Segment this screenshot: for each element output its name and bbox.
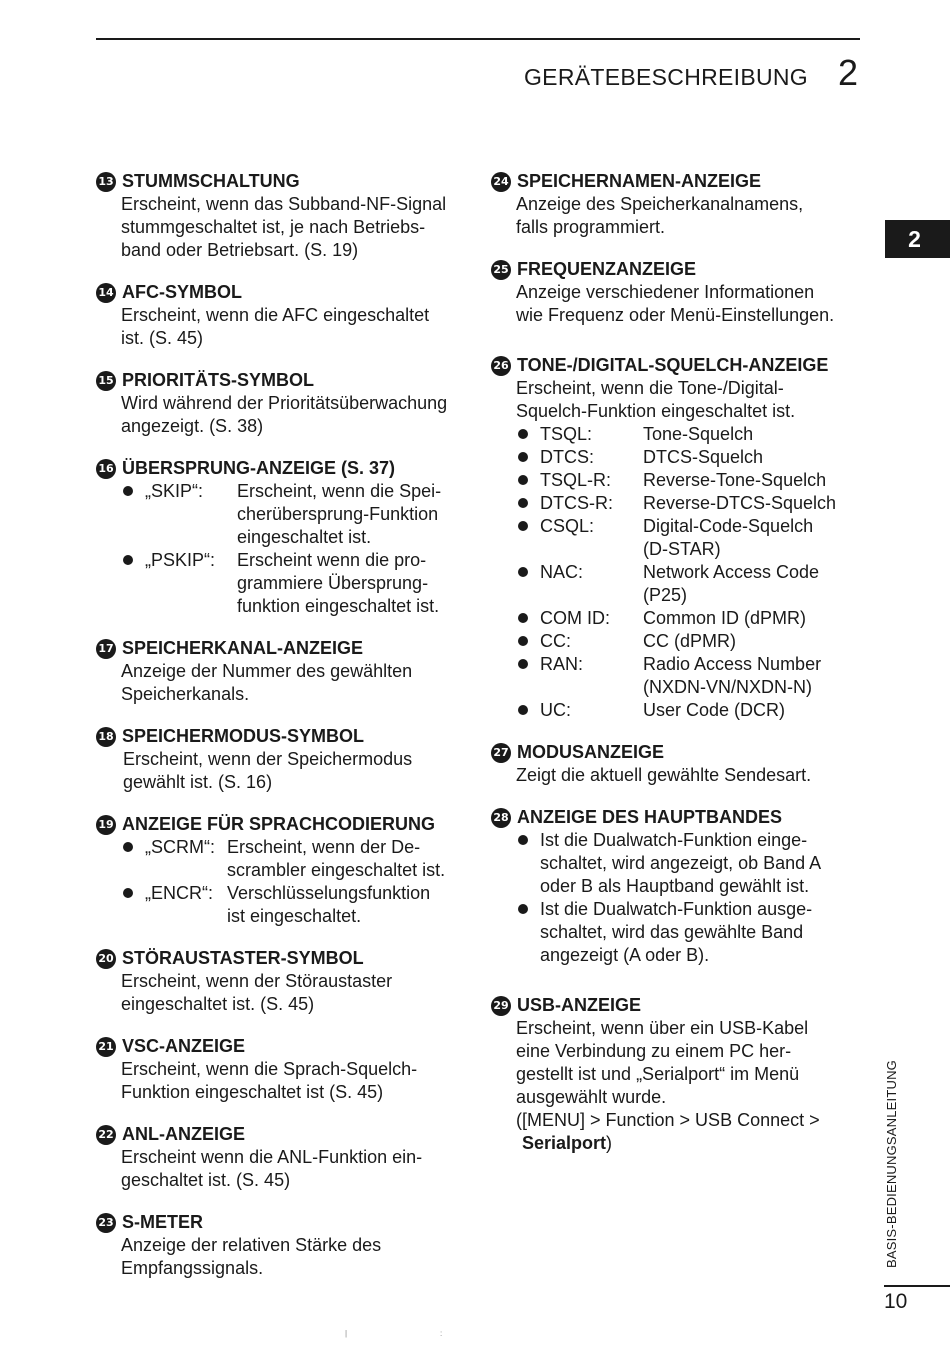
number-badge: 14 [96,283,116,303]
mode-value: Common ID (dPMR) [643,608,807,628]
bullet-key: „SKIP“: [145,481,204,501]
item-heading [96,725,471,748]
bullet-dot [518,498,528,508]
item-17 [96,637,471,706]
item-22 [96,1123,471,1192]
bullet-text: Erscheint, wenn der De- scrambler eingeschaltet ist. [227,837,446,880]
bullet-text: Erscheint, wenn die Spei- cherübersprung-Funktion eingeschaltet ist. [237,481,442,547]
left-column [96,170,471,1299]
mode-key: COM ID: [540,608,610,628]
bullet-dot [518,452,528,462]
mode-value: Radio Access Number (NXDN-VN/NXDN-N) [643,654,822,697]
bullet-dot [518,636,528,646]
bullet-item [96,480,471,549]
bullet-dot [518,521,528,531]
item-description: Wird während der Prioritätsüberwachung angezeigt. (S. 38) [121,393,448,436]
item-description: Erscheint, wenn über ein USB-Kabel eine Verbindung zu einem PC her- gestellt ist und „Serialport“ im Menü ausgewählt wurde. [516,1018,809,1107]
chapter-tab-label: 2 [908,225,921,252]
number-badge: 20 [96,949,116,969]
item-description: Erscheint, wenn das Subband-NF-Signal stummgeschaltet ist, je nach Betriebs- band oder Betriebsart. (S. 19) [121,194,447,260]
list-item [516,699,876,722]
mode-key: CC: [540,631,571,651]
number-badge: 18 [96,727,116,747]
mode-value: User Code (DCR) [643,700,786,720]
bullet-dot [123,486,133,496]
chapter-tab [885,220,950,258]
number-badge: 25 [491,260,511,280]
number-badge: 16 [96,459,116,479]
item-description: Erscheint, wenn der Störaustaster eingeschaltet ist. (S. 45) [121,971,393,1014]
item-title: ÜBERSPRUNG-ANZEIGE (S. 37) [122,458,396,478]
item-description: Erscheint, wenn die Sprach-Squelch- Funktion eingeschaltet ist (S. 45) [121,1059,418,1102]
bullet-dot [518,705,528,715]
number-badge: 17 [96,639,116,659]
item-title: ANL-ANZEIGE [122,1124,245,1144]
item-heading [96,1211,471,1234]
item-description: Anzeige des Speicherkanalnamens, falls programmiert. [516,194,804,237]
bullet-key: „ENCR“: [145,883,213,903]
item-description: Erscheint, wenn der Speichermodus gewählt ist. (S. 16) [123,749,413,792]
item-13 [96,170,471,262]
mode-key: TSQL: [540,424,593,444]
list-item [516,423,876,446]
number-badge: 13 [96,172,116,192]
bullet-item [96,549,471,618]
mode-key: NAC: [540,562,584,582]
item-20 [96,947,471,1016]
item-25 [491,258,876,327]
bullet-text: Verschlüsselungsfunktion ist eingeschaltet. [227,883,431,926]
bullet-dot [518,835,528,845]
menu-path-prefix: ([MENU] > Function > USB Connect > [516,1110,820,1130]
footer-mark: | [345,1329,348,1338]
mode-key: UC: [540,700,571,720]
right-column [491,170,876,1174]
menu-path-bold: Serialport [522,1133,607,1153]
item-heading [96,947,471,970]
item-14 [96,281,471,350]
footer-mark: : [440,1329,443,1338]
bullet-dot [518,613,528,623]
page-number: 10 [884,1290,908,1313]
item-description: Anzeige der relativen Stärke des Empfangssignals. [121,1235,382,1278]
item-heading [96,1035,471,1058]
item-title: SPEICHERMODUS-SYMBOL [122,726,365,746]
bullet-dot [518,475,528,485]
item-title: TONE-/DIGITAL-SQUELCH-ANZEIGE [517,355,829,375]
item-15 [96,369,471,438]
bullet-text: Ist die Dualwatch-Funktion einge- schaltet, wird angezeigt, ob Band A oder B als Hauptband gewählt ist. [540,830,822,896]
item-title: SPEICHERKANAL-ANZEIGE [122,638,364,658]
number-badge: 23 [96,1213,116,1233]
bullet-dot [123,842,133,852]
number-badge: 26 [491,356,511,376]
item-heading [96,813,471,836]
list-item [516,630,876,653]
mode-value: Tone-Squelch [643,424,754,444]
item-description: Erscheint wenn die ANL-Funktion ein- geschaltet ist. (S. 45) [121,1147,423,1190]
item-heading [96,170,471,193]
item-26 [491,354,876,722]
bullet-text: Erscheint wenn die pro- grammiere Übersprung- funktion eingeschaltet ist. [237,550,440,616]
squelch-mode-list [491,423,876,722]
item-heading [491,741,876,764]
mode-value: CC (dPMR) [643,631,736,651]
mode-value: Reverse-Tone-Squelch [643,470,827,490]
page-header-title: GERÄTEBESCHREIBUNG [523,64,808,90]
item-title: ANZEIGE DES HAUPTBANDES [517,807,783,827]
mode-key: RAN: [540,654,584,674]
item-title: STÖRAUSTASTER-SYMBOL [122,948,364,968]
list-item [516,492,876,515]
mode-key: TSQL-R: [540,470,612,490]
number-badge: 27 [491,743,511,763]
bullet-item [491,898,876,967]
item-description: Anzeige verschiedener Informationen wie Frequenz oder Menü-Einstellungen. [516,282,835,325]
item-24 [491,170,876,239]
number-badge: 29 [491,996,511,1016]
item-title: FREQUENZANZEIGE [517,259,697,279]
item-title: USB-ANZEIGE [517,995,642,1015]
number-badge: 28 [491,808,511,828]
item-description: Zeigt die aktuell gewählte Sendesart. [516,765,812,785]
bullet-dot [518,904,528,914]
item-18 [96,725,471,794]
item-title: STUMMSCHALTUNG [122,171,300,191]
item-28 [491,806,876,967]
item-title: AFC-SYMBOL [122,282,242,302]
bullet-dot [123,555,133,565]
bullet-dot [518,429,528,439]
list-item [516,653,876,699]
item-heading [96,369,471,392]
list-item [516,446,876,469]
chapter-number: 2 [837,52,858,93]
item-title: SPEICHERNAMEN-ANZEIGE [517,171,762,191]
item-description: Anzeige der Nummer des gewählten Speicherkanals. [121,661,413,704]
item-heading [491,170,876,193]
mode-key: DTCS-R: [540,493,613,513]
mode-key: DTCS: [540,447,594,467]
item-title: S-METER [122,1212,203,1232]
item-heading [96,1123,471,1146]
number-badge: 19 [96,815,116,835]
item-heading [96,281,471,304]
bullet-dot [518,659,528,669]
bottom-rule [884,1285,950,1287]
item-title: PRIORITÄTS-SYMBOL [122,370,314,390]
item-27 [491,741,876,787]
number-badge: 15 [96,371,116,391]
bullet-key: „SCRM“: [145,837,215,857]
bullet-dot [123,888,133,898]
item-21 [96,1035,471,1104]
mode-value: Network Access Code (P25) [643,562,820,605]
mode-key: CSQL: [540,516,595,536]
menu-path-suffix: ) [606,1133,613,1153]
bullet-key: „PSKIP“: [145,550,216,570]
item-heading [96,637,471,660]
item-title: ANZEIGE FÜR SPRACHCODIERUNG [122,814,436,834]
item-heading [491,354,876,377]
item-description: Erscheint, wenn die Tone-/Digital- Squelch-Funktion eingeschaltet ist. [516,378,796,421]
bullet-dot [518,567,528,577]
item-29 [491,994,876,1155]
top-rule [96,38,860,40]
item-heading [491,806,876,829]
mode-value: Reverse-DTCS-Squelch [643,493,837,513]
item-23 [96,1211,471,1280]
menu-path [491,1109,876,1155]
side-label: BASIS-BEDIENUNGSANLEITUNG [884,1060,899,1268]
item-title: VSC-ANZEIGE [122,1036,246,1056]
bullet-item [491,829,876,898]
list-item [516,469,876,492]
bullet-item [96,836,471,882]
list-item [516,561,876,607]
item-heading [491,994,876,1017]
number-badge: 24 [491,172,511,192]
number-badge: 22 [96,1125,116,1145]
list-item [516,607,876,630]
bullet-text: Ist die Dualwatch-Funktion ausge- schaltet, wird das gewählte Band angezeigt (A oder B). [540,899,813,965]
item-title: MODUSANZEIGE [517,742,665,762]
item-heading [96,457,471,480]
item-heading [491,258,876,281]
list-item [516,515,876,561]
mode-value: DTCS-Squelch [643,447,764,467]
number-badge: 21 [96,1037,116,1057]
item-description: Erscheint, wenn die AFC eingeschaltet ist. (S. 45) [121,305,430,348]
mode-value: Digital-Code-Squelch (D-STAR) [643,516,814,559]
item-19 [96,813,471,928]
bullet-item [96,882,471,928]
item-16 [96,457,471,618]
